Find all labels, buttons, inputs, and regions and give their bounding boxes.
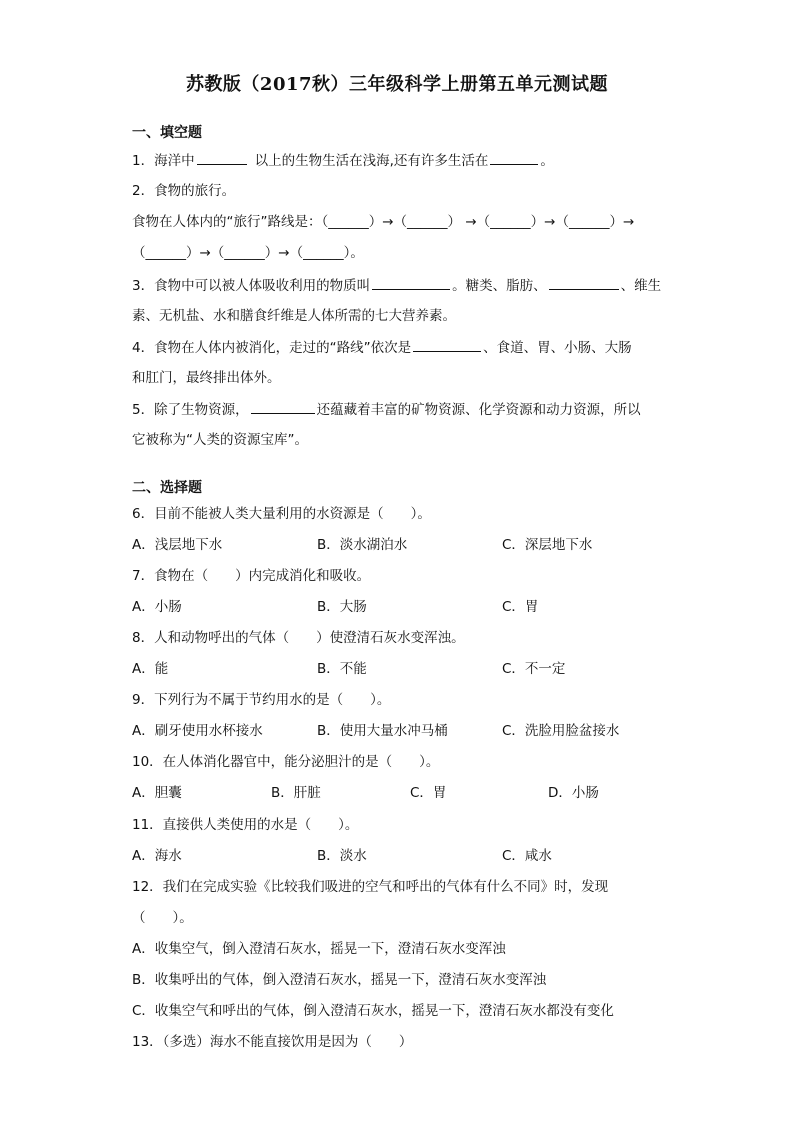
- option-6a[interactable]: A．浅层地下水: [132, 537, 223, 553]
- option-8b[interactable]: B．不能: [317, 661, 367, 677]
- question-1-text-b: 以上的生物生活在浅海,还有许多生活在: [254, 153, 489, 169]
- question-4-text-a: 4．食物在人体内被消化，走过的“路线”依次是: [132, 340, 412, 356]
- option-6c[interactable]: C．深层地下水: [502, 537, 593, 553]
- question-3: [132, 275, 661, 296]
- option-9a[interactable]: A．刷牙使用水杯接水: [132, 723, 263, 739]
- question-3-text-b: 。糖类、脂肪、: [452, 278, 547, 294]
- page-title: 苏教版（2017秋）三年级科学上册第五单元测试题: [185, 74, 609, 95]
- question-3-text-a: 3．食物中可以被人体吸收利用的物质叫: [132, 278, 371, 294]
- question-13: 13．（多选）海水不能直接饮用是因为（ ）: [132, 1034, 413, 1050]
- question-7: 7．食物在（ ）内完成消化和吸收。: [132, 568, 371, 584]
- option-12a[interactable]: A．收集空气，倒入澄清石灰水，摇晃一下，澄清石灰水变浑浊: [132, 941, 506, 957]
- question-5: [132, 399, 641, 420]
- option-11b[interactable]: B．淡水: [317, 848, 367, 864]
- answer-blank[interactable]: [251, 399, 315, 414]
- option-8a[interactable]: A．能: [132, 661, 169, 677]
- answer-blank[interactable]: [413, 337, 481, 352]
- question-11: 11．直接供人类使用的水是（ ）。: [132, 817, 359, 833]
- option-10a[interactable]: A．胆囊: [132, 785, 182, 801]
- question-5-text-b: 还蕴藏着丰富的矿物资源、化学资源和动力资源，所以: [316, 402, 641, 418]
- option-10d[interactable]: D．小肠: [548, 785, 599, 801]
- question-4-line-2: 和肛门，最终排出体外。: [132, 370, 281, 386]
- question-2-route-line-1: 食物在人体内的“旅行”路线是：（______）→（______） →（______）→（______）→: [132, 214, 635, 230]
- question-8: 8．人和动物呼出的气体（ ）使澄清石灰水变浑浊。: [132, 630, 465, 646]
- question-2-route-line-2: （______）→（______）→（______）。: [132, 245, 364, 261]
- question-1: [132, 150, 554, 171]
- answer-blank[interactable]: [490, 150, 538, 165]
- option-7b[interactable]: B．大肠: [317, 599, 367, 615]
- option-12c[interactable]: C．收集空气和呼出的气体，倒入澄清石灰水，摇晃一下，澄清石灰水都没有变化: [132, 1003, 614, 1019]
- answer-blank[interactable]: [372, 275, 450, 290]
- option-6b[interactable]: B．淡水湖泊水: [317, 537, 408, 553]
- question-4: [132, 337, 632, 358]
- option-7a[interactable]: A．小肠: [132, 599, 182, 615]
- option-9b[interactable]: B．使用大量水冲马桶: [317, 723, 448, 739]
- section-heading-choice: 二、选择题: [132, 480, 202, 496]
- option-9c[interactable]: C．洗脸用脸盆接水: [502, 723, 620, 739]
- question-9: 9．下列行为不属于节约用水的是（ ）。: [132, 692, 391, 708]
- option-10b[interactable]: B．肝脏: [271, 785, 321, 801]
- question-12: 12．我们在完成实验《比较我们吸进的空气和呼出的气体有什么不同》时，发现: [132, 879, 609, 895]
- question-1-text-c: 。: [540, 153, 554, 169]
- option-11c[interactable]: C．咸水: [502, 848, 552, 864]
- question-5-text-a: 5．除了生物资源，: [132, 402, 249, 418]
- option-12b[interactable]: B．收集呼出的气体，倒入澄清石灰水，摇晃一下，澄清石灰水变浑浊: [132, 972, 547, 988]
- option-8c[interactable]: C．不一定: [502, 661, 566, 677]
- question-3-line-2: 素、无机盐、水和膳食纤维是人体所需的七大营养素。: [132, 308, 456, 324]
- question-3-text-c: 、维生: [620, 278, 662, 294]
- question-12-line-2: （ ）。: [132, 910, 193, 926]
- question-1-text-a: 1．海洋中: [132, 153, 195, 169]
- question-6: 6．目前不能被人类大量利用的水资源是（ ）。: [132, 506, 431, 522]
- option-11a[interactable]: A．海水: [132, 848, 182, 864]
- question-4-text-b: 、食道、胃、小肠、大肠: [483, 340, 632, 356]
- answer-blank[interactable]: [549, 275, 619, 290]
- question-10: 10．在人体消化器官中，能分泌胆汁的是（ ）。: [132, 754, 440, 770]
- section-heading-fill-blank: 一、填空题: [132, 125, 202, 141]
- option-7c[interactable]: C．胃: [502, 599, 539, 615]
- question-2: 2．食物的旅行。: [132, 183, 236, 199]
- answer-blank[interactable]: [197, 150, 247, 165]
- option-10c[interactable]: C．胃: [410, 785, 447, 801]
- question-5-line-2: 它被称为“人类的资源宝库”。: [132, 432, 308, 448]
